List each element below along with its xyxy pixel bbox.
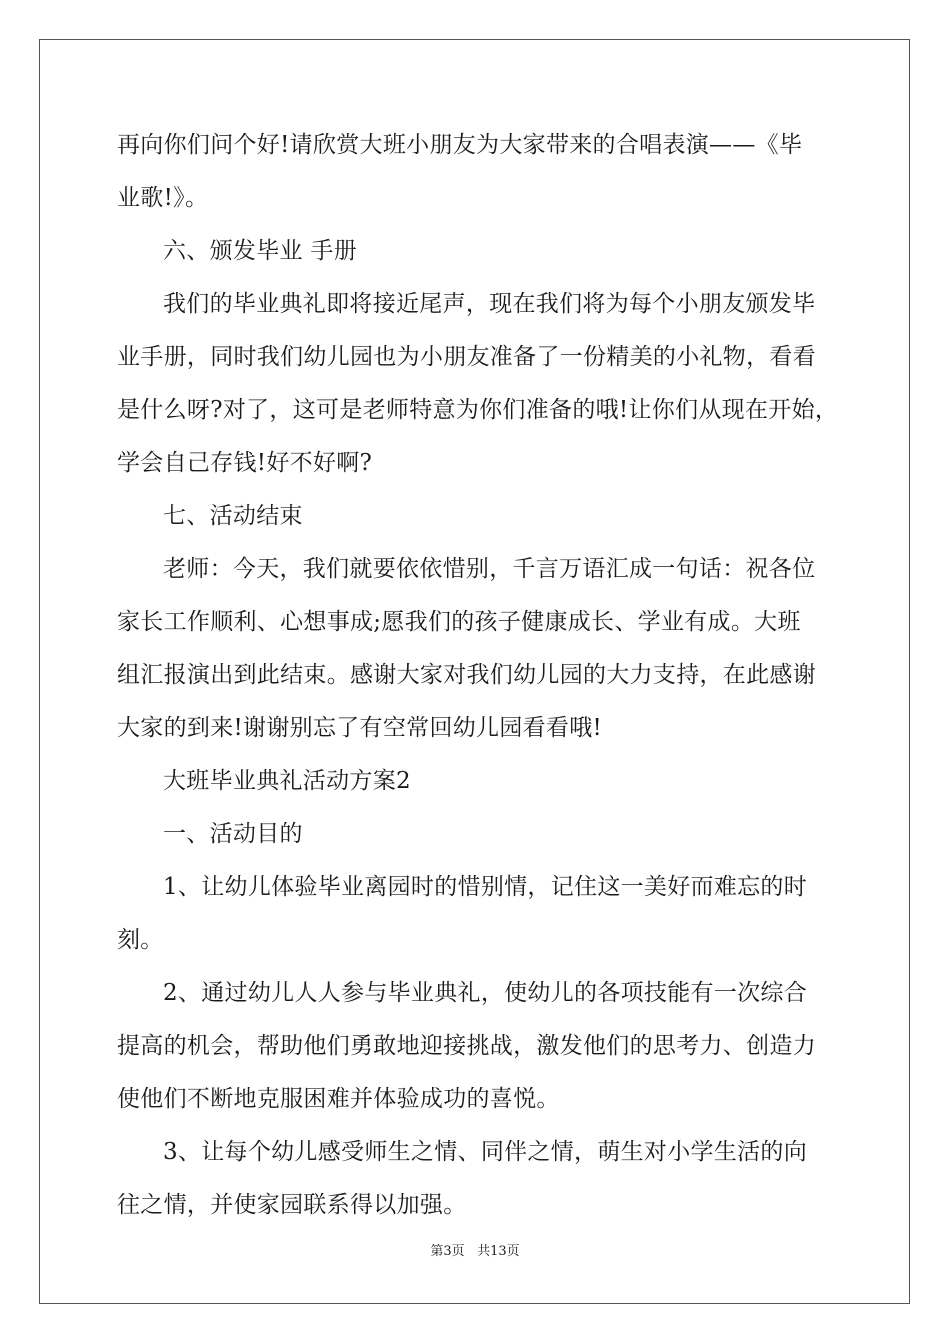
- text-line: 是什么呀?对了，这可是老师特意为你们准备的哦!让你们从现在开始，: [117, 397, 839, 423]
- section-heading: 一、活动目的: [163, 821, 303, 847]
- text-line: 我们的毕业典礼即将接近尾声，现在我们将为每个小朋友颁发毕: [163, 291, 816, 317]
- page-total: 共13页: [477, 1244, 520, 1259]
- text-line: 往之情，并使家园联系得以加强。: [117, 1192, 467, 1218]
- page-footer: [0, 1244, 950, 1260]
- text-line: 家长工作顺利、心想事成;愿我们的孩子健康成长、学业有成。大班: [117, 609, 801, 635]
- text-line: 2、通过幼儿人人参与毕业典礼，使幼儿的各项技能有一次综合: [163, 980, 808, 1006]
- text-line: 业歌!》。: [117, 185, 209, 211]
- text-line: 业手册，同时我们幼儿园也为小朋友准备了一份精美的小礼物，看看: [117, 344, 816, 370]
- text-line: 老师：今天，我们就要依依惜别，千言万语汇成一句话：祝各位: [163, 556, 816, 582]
- text-line: 组汇报演出到此结束。感谢大家对我们幼儿园的大力支持，在此感谢: [117, 662, 816, 688]
- text-line: 再向你们问个好!请欣赏大班小朋友为大家带来的合唱表演——《毕: [117, 132, 803, 158]
- text-line: 学会自己存钱!好不好啊?: [117, 450, 373, 476]
- text-line: 提高的机会，帮助他们勇敢地迎接挑战，激发他们的思考力、创造力: [117, 1033, 816, 1059]
- section-heading: 七、活动结束: [163, 503, 303, 529]
- text-line: 大家的到来!谢谢别忘了有空常回幼儿园看看哦!: [117, 715, 603, 741]
- page-number: 第3页: [430, 1244, 465, 1259]
- text-line: 3、让每个幼儿感受师生之情、同伴之情，萌生对小学生活的向: [163, 1139, 808, 1165]
- document-subtitle: 大班毕业典礼活动方案2: [163, 768, 411, 794]
- text-line: 刻。: [117, 927, 164, 953]
- text-line: 1、让幼儿体验毕业离园时的惜别情，记住这一美好而难忘的时: [163, 874, 808, 900]
- text-line: 使他们不断地克服困难并体验成功的喜悦。: [117, 1086, 560, 1112]
- section-heading: 六、颁发毕业 手册: [163, 238, 358, 264]
